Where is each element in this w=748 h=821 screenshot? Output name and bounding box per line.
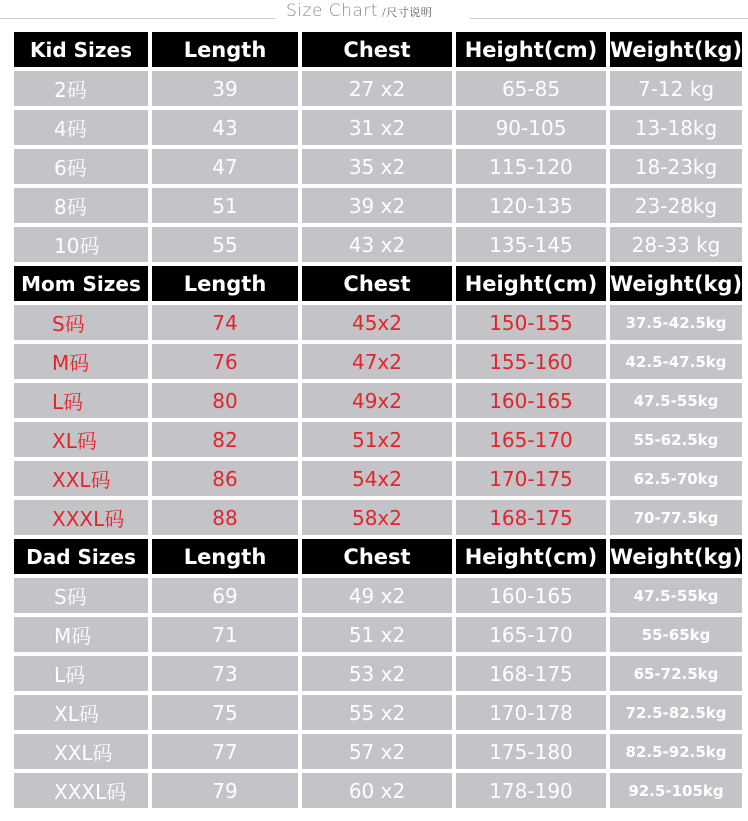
table-cell-weight: 55-62.5kg <box>610 422 742 457</box>
table-cell-size: XL码 <box>14 695 148 730</box>
chart-title-main: Size Chart <box>286 1 379 21</box>
table-cell-length: 82 <box>152 422 298 457</box>
mom-header-weight: Weight(kg) <box>610 266 742 301</box>
table-cell-height: 165-170 <box>456 617 606 652</box>
table-cell-height: 150-155 <box>456 305 606 340</box>
table-cell-height: 90-105 <box>456 110 606 145</box>
table-cell-size: L码 <box>14 383 148 418</box>
table-cell-length: 75 <box>152 695 298 730</box>
table-cell-height: 168-175 <box>456 656 606 691</box>
table-cell-chest: 51 x2 <box>302 617 452 652</box>
table-cell-length: 55 <box>152 227 298 262</box>
table-cell-size: S码 <box>14 578 148 613</box>
chart-title-text <box>286 0 432 24</box>
table-cell-size: L码 <box>14 656 148 691</box>
size-chart-table <box>14 32 742 812</box>
table-cell-weight: 62.5-70kg <box>610 461 742 496</box>
table-cell-length: 88 <box>152 500 298 535</box>
dad-header-height: Height(cm) <box>456 539 606 574</box>
table-cell-size: XXL码 <box>14 461 148 496</box>
table-cell-height: 170-178 <box>456 695 606 730</box>
kid-header-chest: Chest <box>302 32 452 67</box>
dad-header-length: Length <box>152 539 298 574</box>
table-cell-height: 165-170 <box>456 422 606 457</box>
table-cell-length: 76 <box>152 344 298 379</box>
table-cell-chest: 47x2 <box>302 344 452 379</box>
table-cell-weight: 72.5-82.5kg <box>610 695 742 730</box>
table-cell-size: XXXL码 <box>14 773 148 808</box>
table-cell-length: 74 <box>152 305 298 340</box>
table-cell-chest: 35 x2 <box>302 149 452 184</box>
mom-header-size: Mom Sizes <box>14 266 148 301</box>
table-cell-chest: 45x2 <box>302 305 452 340</box>
table-cell-size: 6码 <box>14 149 148 184</box>
table-cell-chest: 43 x2 <box>302 227 452 262</box>
table-cell-size: XXL码 <box>14 734 148 769</box>
table-cell-weight: 47.5-55kg <box>610 383 742 418</box>
table-cell-weight: 65-72.5kg <box>610 656 742 691</box>
table-cell-height: 160-165 <box>456 578 606 613</box>
table-cell-size: 10码 <box>14 227 148 262</box>
table-cell-chest: 55 x2 <box>302 695 452 730</box>
chart-title-sub: /尺寸说明 <box>382 6 433 19</box>
table-cell-chest: 60 x2 <box>302 773 452 808</box>
table-cell-size: M码 <box>14 344 148 379</box>
mom-header-chest: Chest <box>302 266 452 301</box>
table-cell-height: 178-190 <box>456 773 606 808</box>
table-cell-weight: 28-33 kg <box>610 227 742 262</box>
table-cell-weight: 42.5-47.5kg <box>610 344 742 379</box>
table-cell-weight: 13-18kg <box>610 110 742 145</box>
kid-header-size: Kid Sizes <box>14 32 148 67</box>
table-cell-weight: 7-12 kg <box>610 71 742 106</box>
table-cell-length: 51 <box>152 188 298 223</box>
table-cell-height: 170-175 <box>456 461 606 496</box>
dad-header-weight: Weight(kg) <box>610 539 742 574</box>
table-cell-weight: 82.5-92.5kg <box>610 734 742 769</box>
table-cell-chest: 31 x2 <box>302 110 452 145</box>
table-cell-weight: 47.5-55kg <box>610 578 742 613</box>
table-cell-size: S码 <box>14 305 148 340</box>
table-cell-length: 47 <box>152 149 298 184</box>
table-cell-length: 80 <box>152 383 298 418</box>
kid-header-weight: Weight(kg) <box>610 32 742 67</box>
table-cell-height: 155-160 <box>456 344 606 379</box>
table-cell-length: 86 <box>152 461 298 496</box>
table-cell-chest: 49x2 <box>302 383 452 418</box>
kid-header-height: Height(cm) <box>456 32 606 67</box>
table-cell-size: 2码 <box>14 71 148 106</box>
table-cell-height: 175-180 <box>456 734 606 769</box>
title-divider-right <box>470 18 748 19</box>
table-cell-chest: 27 x2 <box>302 71 452 106</box>
table-cell-length: 43 <box>152 110 298 145</box>
table-cell-height: 65-85 <box>456 71 606 106</box>
table-cell-weight: 18-23kg <box>610 149 742 184</box>
table-cell-height: 160-165 <box>456 383 606 418</box>
table-cell-size: XL码 <box>14 422 148 457</box>
table-cell-size: XXXL码 <box>14 500 148 535</box>
table-cell-chest: 54x2 <box>302 461 452 496</box>
table-cell-height: 135-145 <box>456 227 606 262</box>
table-cell-height: 168-175 <box>456 500 606 535</box>
table-cell-weight: 23-28kg <box>610 188 742 223</box>
table-cell-length: 77 <box>152 734 298 769</box>
table-cell-size: 4码 <box>14 110 148 145</box>
table-cell-weight: 92.5-105kg <box>610 773 742 808</box>
kid-header-length: Length <box>152 32 298 67</box>
table-cell-chest: 57 x2 <box>302 734 452 769</box>
dad-header-chest: Chest <box>302 539 452 574</box>
table-cell-height: 120-135 <box>456 188 606 223</box>
title-divider-left <box>0 18 276 19</box>
table-cell-length: 69 <box>152 578 298 613</box>
dad-header-size: Dad Sizes <box>14 539 148 574</box>
table-cell-size: 8码 <box>14 188 148 223</box>
table-cell-chest: 53 x2 <box>302 656 452 691</box>
table-cell-length: 39 <box>152 71 298 106</box>
chart-title <box>0 0 748 30</box>
table-cell-length: 79 <box>152 773 298 808</box>
table-cell-size: M码 <box>14 617 148 652</box>
table-cell-chest: 58x2 <box>302 500 452 535</box>
table-cell-chest: 39 x2 <box>302 188 452 223</box>
mom-header-height: Height(cm) <box>456 266 606 301</box>
table-cell-chest: 49 x2 <box>302 578 452 613</box>
table-cell-length: 73 <box>152 656 298 691</box>
table-cell-weight: 37.5-42.5kg <box>610 305 742 340</box>
table-cell-weight: 55-65kg <box>610 617 742 652</box>
table-cell-height: 115-120 <box>456 149 606 184</box>
table-cell-chest: 51x2 <box>302 422 452 457</box>
table-cell-length: 71 <box>152 617 298 652</box>
mom-header-length: Length <box>152 266 298 301</box>
table-cell-weight: 70-77.5kg <box>610 500 742 535</box>
